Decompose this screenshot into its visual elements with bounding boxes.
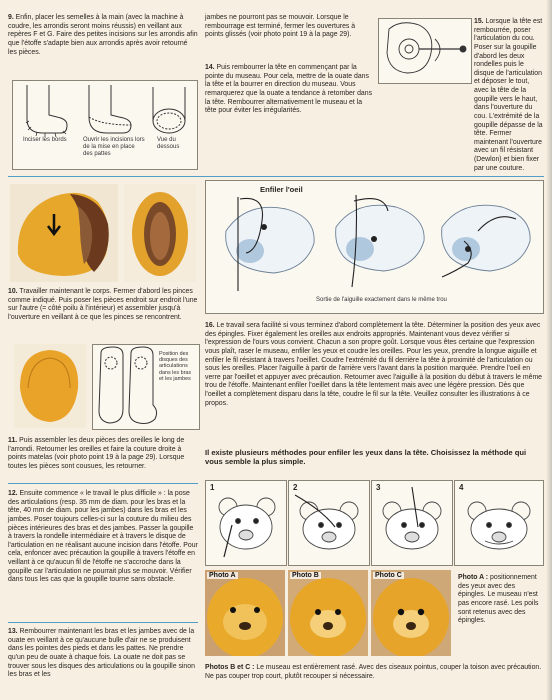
soles-caption-3: Vue du dessous — [157, 137, 180, 150]
page-edge — [546, 0, 552, 700]
method-panel-1 — [205, 480, 287, 566]
leg-joint-illustration — [93, 345, 163, 429]
section-divider-mid — [8, 483, 198, 484]
panel-number-2: 2 — [293, 483, 298, 492]
section-divider-top — [8, 176, 544, 177]
method-panel-2 — [288, 480, 370, 566]
photo-b-label: Photo B — [292, 572, 319, 579]
soles-illustration — [13, 81, 197, 143]
eye-diagram-caption: Sortie de l'aiguille exactement dans le même trou — [316, 297, 447, 303]
step-14-label: 14. — [205, 64, 215, 71]
photos-bc-caption-title: Photos B et C : — [205, 664, 255, 671]
panel-number-1: 1 — [210, 483, 215, 492]
panel-number-3: 3 — [376, 483, 381, 492]
leg-diagram-caption: Position des disques des articulations dans les bras et les jambes — [159, 351, 192, 382]
body-photo-1 — [10, 184, 118, 282]
eye-threading-illustration — [206, 191, 543, 301]
photo-a-caption: Photo A : positionnement des yeux avec des épingles. Le museau n'est pas encore rasé. Les poils sont retenus avec des épingles. — [458, 574, 539, 625]
column-2-top-text: jambes ne pourront pas se mouvoir. Lorsque le rembourrage est terminé, fermer les ouvertures à points glissés (voir photo point 19 à la page 29). — [205, 14, 356, 39]
soles-caption-2: Ouvrir les incisions lors de la mise en place des pattes — [83, 137, 145, 157]
step-12-text: 12. Ensuite commence « le travail le plus difficile » : la pose des articulations (resp. 35 mm de diam. pour les bras et la tête, 40 mm de diam. pour les jambes) dans les bras et les jambes. Poser toujours celles-ci sur la couture du milieu des pièces intérieures des bras et des jambes. Passer la goupille à travers la rondelle intermédiaire et à travers le disque de l'articulation en ne réalisant aucune incision dans l'étoffe. Pour cela, enfoncer avec précaution la goupille à travers l'étoffe en veillant à ce qu'aucun fil de l'étoffe ne s'accroche dans la goupille car l'articulation ne pourrait plus se mouvoir. Vérifier dans tous les cas que la goupille tourne sans obstacle. — [8, 490, 198, 584]
section-divider-lower — [8, 622, 198, 623]
photo-a-caption-title: Photo A : — [458, 574, 489, 581]
methods-heading: Il existe plusieurs méthodes pour enfiler les yeux dans la tête. Choisissez la méthode qui vous semble la plus simple. — [205, 448, 527, 467]
body-photo-2 — [124, 184, 196, 282]
step-9-label: 9. — [8, 14, 14, 21]
photos-bc-caption: Photos B et C : Le museau est entièrement rasé. Avec des ciseaux pointus, couper la toison avec précaution. Ne pas couper trop court, plutôt recouper si nécessaire. — [205, 664, 542, 680]
photo-b — [288, 570, 368, 656]
photo-c — [371, 570, 451, 656]
photo-a — [205, 570, 285, 656]
step-11-label: 11. — [8, 437, 18, 444]
photo-c-label: Photo C — [375, 572, 402, 579]
eye-threading-diagram — [205, 180, 544, 314]
step-13-text: 13. Rembourrer maintenant les bras et les jambes avec de la ouate en veillant à ce qu'aucune bulle d'air ne se produisent dans les pointes des pieds et dans les pattes. Ne prendre qu'un peu de ouate à chaque fois. La ouate ne doit pas se trouver sous les disques des articulations ou la goupille sinon les bras et les — [8, 628, 195, 679]
method-panel-4 — [454, 480, 544, 566]
panel-number-4: 4 — [459, 483, 464, 492]
eye-diagram-title: Enfiler l'oeil — [260, 185, 303, 194]
step-10-text: 10. Travailler maintenant le corps. Fermer d'abord les pinces comme indiqué. Puis poser les pièces endroit sur endroit l'une sur l'autre (= côté poilu à l'intérieur) et assembler jusqu'à l'ouverture en veillant à ce que les pinces se rencontrent. — [8, 288, 198, 321]
step-13-label: 13. — [8, 628, 18, 635]
step-16-text: 16. Le travail sera facilité si vous terminez d'abord complètement la tête. Déterminer la position des yeux avec des épingles. Fixer également les oreilles aux endroits appropriés. Maintenant vous devez vérifier si l'expression de l'ours vous convient. Chacun a son propre goût. Lorsque vous êtes certaine que l'expression vous plaît, raser le museau, enfiler les yeux et coudre les oreilles. Pour les yeux, prendre la longue aiguille et enfiler le fil résistant à travers l'oeillet. Coudre l'extrémité du fil derrière la tête à proximité de l'articulation ou sous les oreilles. Placer l'aiguille à partir de l'arrière vers l'avant dans la position marquée. Prendre l'oeil en verre par l'oeillet et appuyer avec précaution. Retourner avec l'aiguille à la position du début à travers le même trou de l'étoffe. Maintenant enfiler l'oeillet dans la tête lentement mais avec une légère pression. Dès que l'oeillet a complètement disparu dans la tête, coudre le fil sur la tête. Veuillez consulter les illustrations à ce propos. — [205, 322, 543, 407]
step-12-label: 12. — [8, 490, 18, 497]
step-14-text: 14. Puis rembourrer la tête en commençant par la pointe du museau. Pour cela, mettre de la ouate dans la tête et la bourrer en direction du museau. Vous remarquerez que la ouate a tendance à retomber dans la tête. Rembourrer alternativement le museau et la tête pour éviter les irrégularités. — [205, 64, 373, 115]
soles-caption-1: Inciser les bords — [23, 137, 67, 143]
step-15-text: 15. Lorsque la tête est rembourrée, poser l'articulation du cou. Poser sur la goupille d'abord les deux rondelles puis le disque de l'articulation et déposer le tout, avec la tête de la goupille vers le haut, dans l'ouverture du cou. L'extrémité de la goupille dépasse de la tête. Fermer maintenant l'ouverture avec un fil résistant (Dewlon) et bien fixer par une couture. — [474, 18, 543, 172]
step-10-label: 10. — [8, 288, 18, 295]
step-15-label: 15. — [474, 18, 484, 25]
step-9-text: 9. Enfin, placer les semelles à la main (avec la machine à coudre, les arrondis seront moins réussis) en veillant aux repères F et G. Faire des petites incisions sur les arrondis afin que l'étoffe s'adapte bien aux arrondis après avoir retourné les pièces. — [8, 14, 198, 56]
step-16-label: 16. — [205, 322, 215, 329]
method-panel-3 — [371, 480, 453, 566]
step-11-text: 11. Puis assembler les deux pièces des oreilles le long de l'arrondi. Retourner les oreilles et faire la couture droite à points matelas (voir photo point 19 à la page 29). Lorsque toutes les pièces sont cousues, les retourner. — [8, 437, 185, 470]
soles-diagram — [12, 80, 198, 170]
photo-a-label: Photo A — [209, 572, 236, 579]
ear-photo — [14, 344, 86, 428]
leg-diagram — [92, 344, 200, 430]
